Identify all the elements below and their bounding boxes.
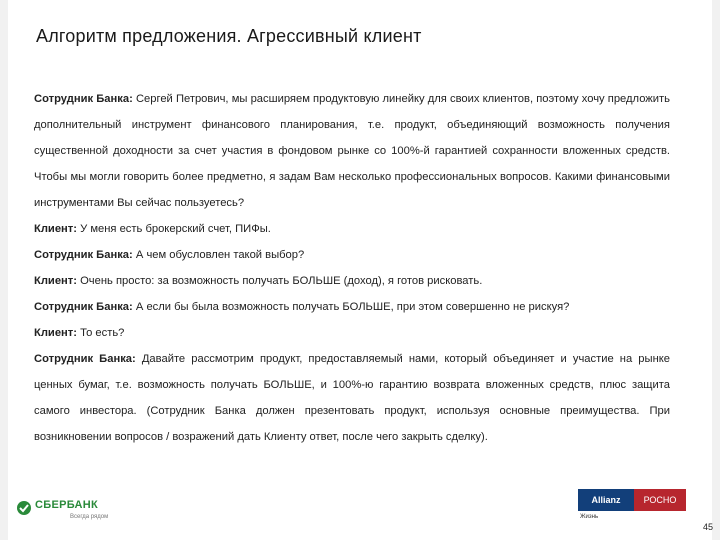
utterance: Давайте рассмотрим продукт, предоставляемый нами, который объединяет и участие на рынке ценных бумаг, т.е. возможность получать БОЛЬШЕ, и 100%-ю гарантию возврата вложенных средств, плюс защита самого инвестора. (Сотрудник Банка должен презентовать продукт, используя основные преимущества. При возникновении вопросов / возражений дать Клиенту ответ, после чего закрыть сделку). (34, 353, 670, 443)
utterance: Очень просто: за возможность получать БОЛЬШЕ (доход), я готов рисковать. (77, 275, 483, 287)
slide-title: Алгоритм предложения. Агрессивный клиент (36, 26, 422, 46)
utterance: А если бы была возможность получать БОЛЬШЕ, при этом совершенно не рискуя? (132, 301, 570, 313)
dialog-line (34, 216, 670, 242)
sberbank-tagline: Всегда рядом (70, 514, 109, 520)
utterance: Сергей Петрович, мы расширяем продуктовую линейку для своих клиентов, поэтому хочу предложить дополнительный инструмент финансового планирования, т.е. продукт, объединяющий возможность получения существенной доходности за счет участия в фондовом рынке со 100%-й гарантией сохранности вложенных средств. Чтобы мы могли говорить более предметно, я задам Вам несколько профессиональных вопросов. Какими финансовыми инструментами Вы сейчас пользуетесь? (34, 93, 670, 209)
zhizn-label: Жизнь (580, 514, 599, 520)
speaker: Сотрудник Банка: (34, 301, 133, 313)
speaker: Сотрудник Банка: (34, 249, 133, 261)
utterance: То есть? (77, 327, 125, 339)
dialog-line (34, 320, 670, 346)
speaker: Сотрудник Банка: (34, 93, 133, 105)
speaker: Сотрудник Банка: (34, 353, 136, 365)
allianz-rosno-logo (578, 489, 686, 511)
utterance: У меня есть брокерский счет, ПИФы. (77, 223, 271, 235)
page-number: 45 (703, 522, 714, 532)
dialog-text (34, 86, 670, 450)
dialog-line (34, 268, 670, 294)
dialog-line (34, 346, 670, 450)
dialog-line (34, 294, 670, 320)
sberbank-name: СБЕРБАНК (35, 499, 99, 511)
rosno-label: РОСНО (634, 489, 686, 511)
speaker: Клиент: (34, 223, 77, 235)
speaker: Клиент: (34, 275, 77, 287)
utterance: А чем обусловлен такой выбор? (132, 249, 305, 261)
dialog-line (34, 242, 670, 268)
allianz-label: Allianz (578, 489, 634, 511)
speaker: Клиент: (34, 327, 77, 339)
sberbank-logo-icon (16, 500, 32, 516)
dialog-line (34, 86, 670, 216)
